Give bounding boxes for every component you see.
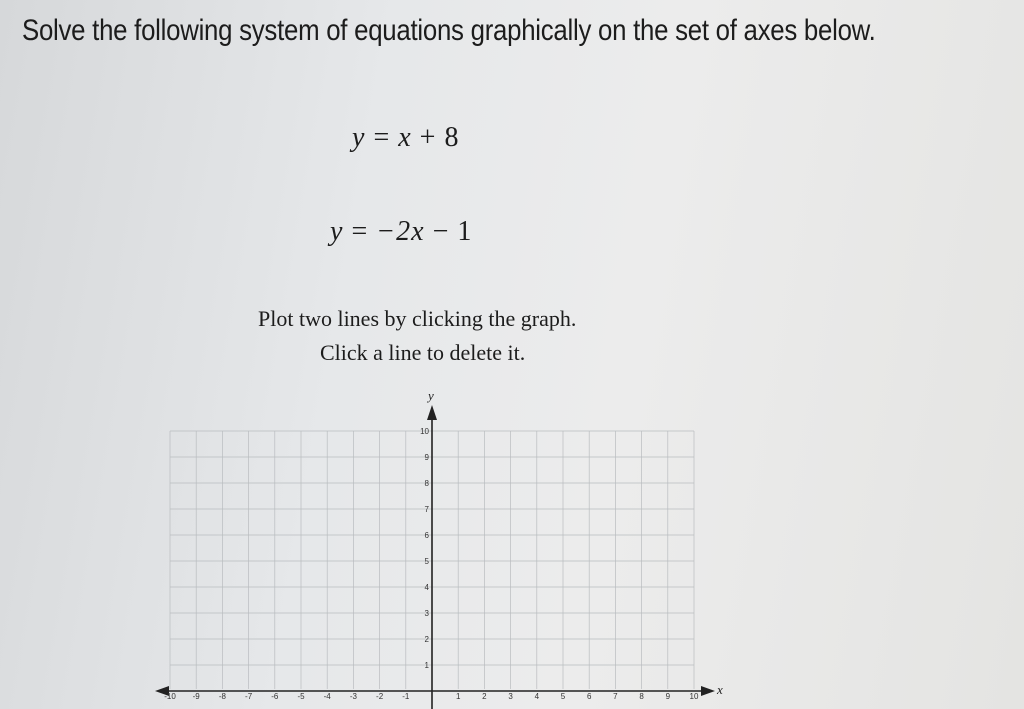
y-tick-label: 8 (424, 479, 429, 488)
equation-1-rhs-term: x (398, 122, 412, 153)
x-axis-right-arrow-icon (701, 686, 715, 696)
x-tick-label: 8 (639, 692, 644, 701)
y-tick-label: 2 (424, 635, 429, 644)
x-tick-label: 6 (586, 692, 592, 701)
x-tick-label: -4 (323, 692, 331, 701)
x-tick-label: 4 (534, 692, 540, 701)
x-tick-label: 9 (665, 692, 671, 701)
x-tick-label: -5 (297, 692, 305, 701)
x-tick-label: 1 (455, 692, 461, 701)
y-tick-label: 7 (424, 505, 429, 514)
x-tick-label: 3 (508, 692, 513, 701)
x-tick-label: 2 (482, 692, 487, 701)
y-tick-label: 1 (424, 661, 429, 670)
x-tick-label: -2 (376, 692, 384, 701)
y-axis-up-arrow-icon (427, 405, 437, 420)
x-tick-label: 5 (560, 692, 566, 701)
x-tick-label: 7 (613, 692, 618, 701)
x-tick-label: -6 (271, 692, 279, 701)
y-tick-label: 4 (424, 583, 429, 592)
equation-2-equals: = (351, 216, 369, 247)
y-tick-label: 9 (424, 453, 429, 462)
equation-2-rhs-term: −2x (376, 216, 425, 247)
y-tick-label: 6 (424, 531, 429, 540)
equation-1-rhs-constant: + 8 (419, 122, 460, 153)
x-tick-label: -9 (192, 692, 200, 701)
x-tick-label: -3 (349, 692, 357, 701)
axes (155, 388, 723, 709)
equation-2-rhs-constant: − 1 (432, 216, 473, 247)
y-tick-label: 10 (420, 427, 429, 436)
x-tick-label: -7 (245, 692, 253, 701)
plot-instruction: Plot two lines by clicking the graph. (258, 306, 577, 331)
delete-instruction: Click a line to delete it. (320, 340, 526, 365)
question-text: Solve the following system of equations graphically on the set of axes below. (22, 14, 876, 47)
x-tick-label: -8 (218, 692, 226, 701)
equation-1-equals: = (373, 122, 391, 153)
y-tick-label: 3 (424, 609, 429, 618)
x-tick-label: -1 (402, 692, 410, 701)
equation-2-lhs: y (330, 216, 344, 247)
y-axis-letter: y (428, 388, 434, 403)
x-axis-letter: x (717, 682, 723, 697)
equation-1-lhs: y (352, 122, 366, 153)
x-tick-label: -10 (164, 692, 176, 701)
y-tick-label: 5 (424, 557, 429, 566)
x-tick-label: 10 (689, 692, 699, 701)
